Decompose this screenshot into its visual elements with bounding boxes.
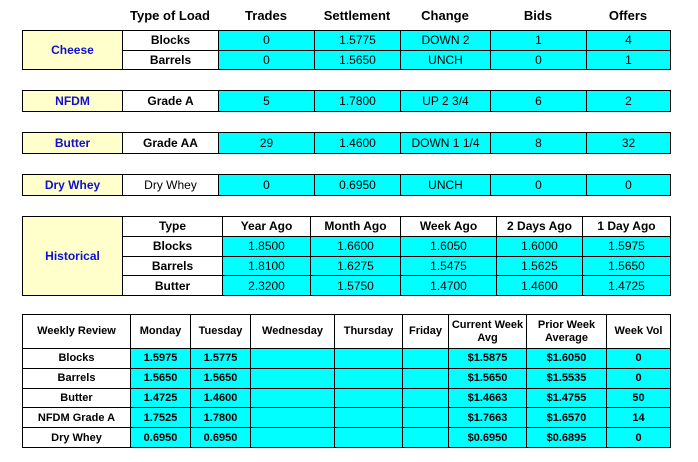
butter-bids: 8 bbox=[491, 133, 587, 154]
weekly-cell bbox=[251, 349, 335, 369]
dry-whey-trades: 0 bbox=[219, 175, 315, 196]
historical-cell: 1.4700 bbox=[401, 276, 497, 296]
weekly-cell: $1.6050 bbox=[527, 349, 607, 369]
weekly-row-label: Blocks bbox=[23, 349, 131, 369]
header-type-of-load: Type of Load bbox=[130, 8, 210, 23]
cheese-change: DOWN 2 bbox=[401, 31, 491, 51]
weekly-cell bbox=[251, 428, 335, 448]
nfdm-change: UP 2 3/4 bbox=[401, 91, 491, 112]
weekly-cell bbox=[403, 428, 449, 448]
historical-cell: 1.8500 bbox=[223, 236, 311, 256]
weekly-cell: 14 bbox=[607, 408, 671, 428]
weekly-col-header: Monday bbox=[131, 315, 191, 349]
weekly-cell: $1.6570 bbox=[527, 408, 607, 428]
weekly-cell: $0.6950 bbox=[449, 428, 527, 448]
cheese-trades: 0 bbox=[219, 31, 315, 51]
weekly-cell: 1.4725 bbox=[131, 388, 191, 408]
historical-cell: 1.6275 bbox=[311, 256, 401, 276]
weekly-cell: 50 bbox=[607, 388, 671, 408]
weekly-row-label: NFDM Grade A bbox=[23, 408, 131, 428]
weekly-cell: 0 bbox=[607, 349, 671, 369]
nfdm-type: Grade A bbox=[123, 91, 219, 112]
weekly-cell: 0.6950 bbox=[191, 428, 251, 448]
header-settlement: Settlement bbox=[323, 8, 391, 23]
historical-col-header: 2 Days Ago bbox=[497, 217, 583, 237]
historical-table bbox=[22, 216, 671, 296]
nfdm-bids: 6 bbox=[491, 91, 587, 112]
historical-row-type: Blocks bbox=[123, 236, 223, 256]
historical-cell: 2.3200 bbox=[223, 276, 311, 296]
weekly-cell: $1.5875 bbox=[449, 349, 527, 369]
historical-cell: 1.5625 bbox=[497, 256, 583, 276]
weekly-cell bbox=[403, 408, 449, 428]
dry-whey-table bbox=[22, 174, 671, 196]
weekly-cell: $0.6895 bbox=[527, 428, 607, 448]
cheese-offers: 4 bbox=[587, 31, 671, 51]
weekly-col-header: Current Week Avg bbox=[449, 315, 527, 349]
weekly-cell: 1.5975 bbox=[131, 349, 191, 369]
weekly-row-label: Dry Whey bbox=[23, 428, 131, 448]
dry-whey-change: UNCH bbox=[401, 175, 491, 196]
weekly-cell: $1.5650 bbox=[449, 368, 527, 388]
cheese-settlement: 1.5650 bbox=[315, 50, 401, 70]
butter-offers: 32 bbox=[587, 133, 671, 154]
weekly-col-header: Weekly Review bbox=[23, 315, 131, 349]
weekly-row-label: Barrels bbox=[23, 368, 131, 388]
weekly-cell: $1.4755 bbox=[527, 388, 607, 408]
weekly-review-table bbox=[22, 314, 671, 448]
historical-col-header: Month Ago bbox=[311, 217, 401, 237]
weekly-cell bbox=[403, 388, 449, 408]
cheese-change: UNCH bbox=[401, 50, 491, 70]
butter-trades: 29 bbox=[219, 133, 315, 154]
weekly-col-header: Thursday bbox=[335, 315, 403, 349]
dry-whey-bids: 0 bbox=[491, 175, 587, 196]
historical-col-header: Type bbox=[123, 217, 223, 237]
dry-whey-offers: 0 bbox=[587, 175, 671, 196]
weekly-cell bbox=[403, 349, 449, 369]
cheese-offers: 1 bbox=[587, 50, 671, 70]
weekly-col-header: Friday bbox=[403, 315, 449, 349]
weekly-cell: 1.5650 bbox=[131, 368, 191, 388]
dry-whey-type: Dry Whey bbox=[123, 175, 219, 196]
butter-label: Butter bbox=[23, 133, 123, 154]
weekly-cell: 1.4600 bbox=[191, 388, 251, 408]
weekly-cell: $1.4663 bbox=[449, 388, 527, 408]
historical-cell: 1.5475 bbox=[401, 256, 497, 276]
weekly-cell: $1.5535 bbox=[527, 368, 607, 388]
weekly-row-label: Butter bbox=[23, 388, 131, 408]
weekly-col-header: Tuesday bbox=[191, 315, 251, 349]
weekly-cell: 1.5775 bbox=[191, 349, 251, 369]
historical-cell: 1.5750 bbox=[311, 276, 401, 296]
weekly-cell: 0 bbox=[607, 368, 671, 388]
cheese-table bbox=[22, 30, 671, 70]
weekly-cell bbox=[251, 408, 335, 428]
nfdm-offers: 2 bbox=[587, 91, 671, 112]
nfdm-settlement: 1.7800 bbox=[315, 91, 401, 112]
nfdm-label: NFDM bbox=[23, 91, 123, 112]
weekly-cell bbox=[335, 408, 403, 428]
dry-whey-label: Dry Whey bbox=[23, 175, 123, 196]
weekly-cell: 1.7525 bbox=[131, 408, 191, 428]
header-offers: Offers bbox=[608, 8, 648, 23]
butter-change: DOWN 1 1/4 bbox=[401, 133, 491, 154]
header-change: Change bbox=[421, 8, 469, 23]
cheese-type: Barrels bbox=[123, 50, 219, 70]
header-bids: Bids bbox=[523, 8, 553, 23]
historical-label: Historical bbox=[23, 217, 123, 296]
weekly-cell: 0.6950 bbox=[131, 428, 191, 448]
historical-row-type: Butter bbox=[123, 276, 223, 296]
dry-whey-settlement: 0.6950 bbox=[315, 175, 401, 196]
weekly-cell bbox=[251, 368, 335, 388]
butter-settlement: 1.4600 bbox=[315, 133, 401, 154]
weekly-cell bbox=[403, 368, 449, 388]
weekly-cell bbox=[335, 388, 403, 408]
historical-cell: 1.6600 bbox=[311, 236, 401, 256]
weekly-cell: 1.7800 bbox=[191, 408, 251, 428]
historical-cell: 1.5650 bbox=[583, 256, 671, 276]
nfdm-trades: 5 bbox=[219, 91, 315, 112]
cheese-settlement: 1.5775 bbox=[315, 31, 401, 51]
historical-cell: 1.5975 bbox=[583, 236, 671, 256]
weekly-cell bbox=[251, 388, 335, 408]
cheese-bids: 0 bbox=[491, 50, 587, 70]
historical-col-header: 1 Day Ago bbox=[583, 217, 671, 237]
weekly-cell bbox=[335, 368, 403, 388]
historical-row-type: Barrels bbox=[123, 256, 223, 276]
historical-cell: 1.6000 bbox=[497, 236, 583, 256]
historical-cell: 1.6050 bbox=[401, 236, 497, 256]
weekly-cell: 1.5650 bbox=[191, 368, 251, 388]
historical-col-header: Year Ago bbox=[223, 217, 311, 237]
historical-cell: 1.4600 bbox=[497, 276, 583, 296]
cheese-bids: 1 bbox=[491, 31, 587, 51]
weekly-col-header: Week Vol bbox=[607, 315, 671, 349]
weekly-cell bbox=[335, 349, 403, 369]
cheese-type: Blocks bbox=[123, 31, 219, 51]
butter-table bbox=[22, 132, 671, 154]
butter-type: Grade AA bbox=[123, 133, 219, 154]
weekly-cell: $1.7663 bbox=[449, 408, 527, 428]
weekly-cell bbox=[335, 428, 403, 448]
weekly-col-header: Wednesday bbox=[251, 315, 335, 349]
cheese-label: Cheese bbox=[23, 31, 123, 70]
weekly-cell: 0 bbox=[607, 428, 671, 448]
historical-cell: 1.4725 bbox=[583, 276, 671, 296]
cheese-trades: 0 bbox=[219, 50, 315, 70]
nfdm-table bbox=[22, 90, 671, 112]
header-trades: Trades bbox=[245, 8, 287, 23]
weekly-col-header: Prior Week Average bbox=[527, 315, 607, 349]
historical-col-header: Week Ago bbox=[401, 217, 497, 237]
historical-cell: 1.8100 bbox=[223, 256, 311, 276]
